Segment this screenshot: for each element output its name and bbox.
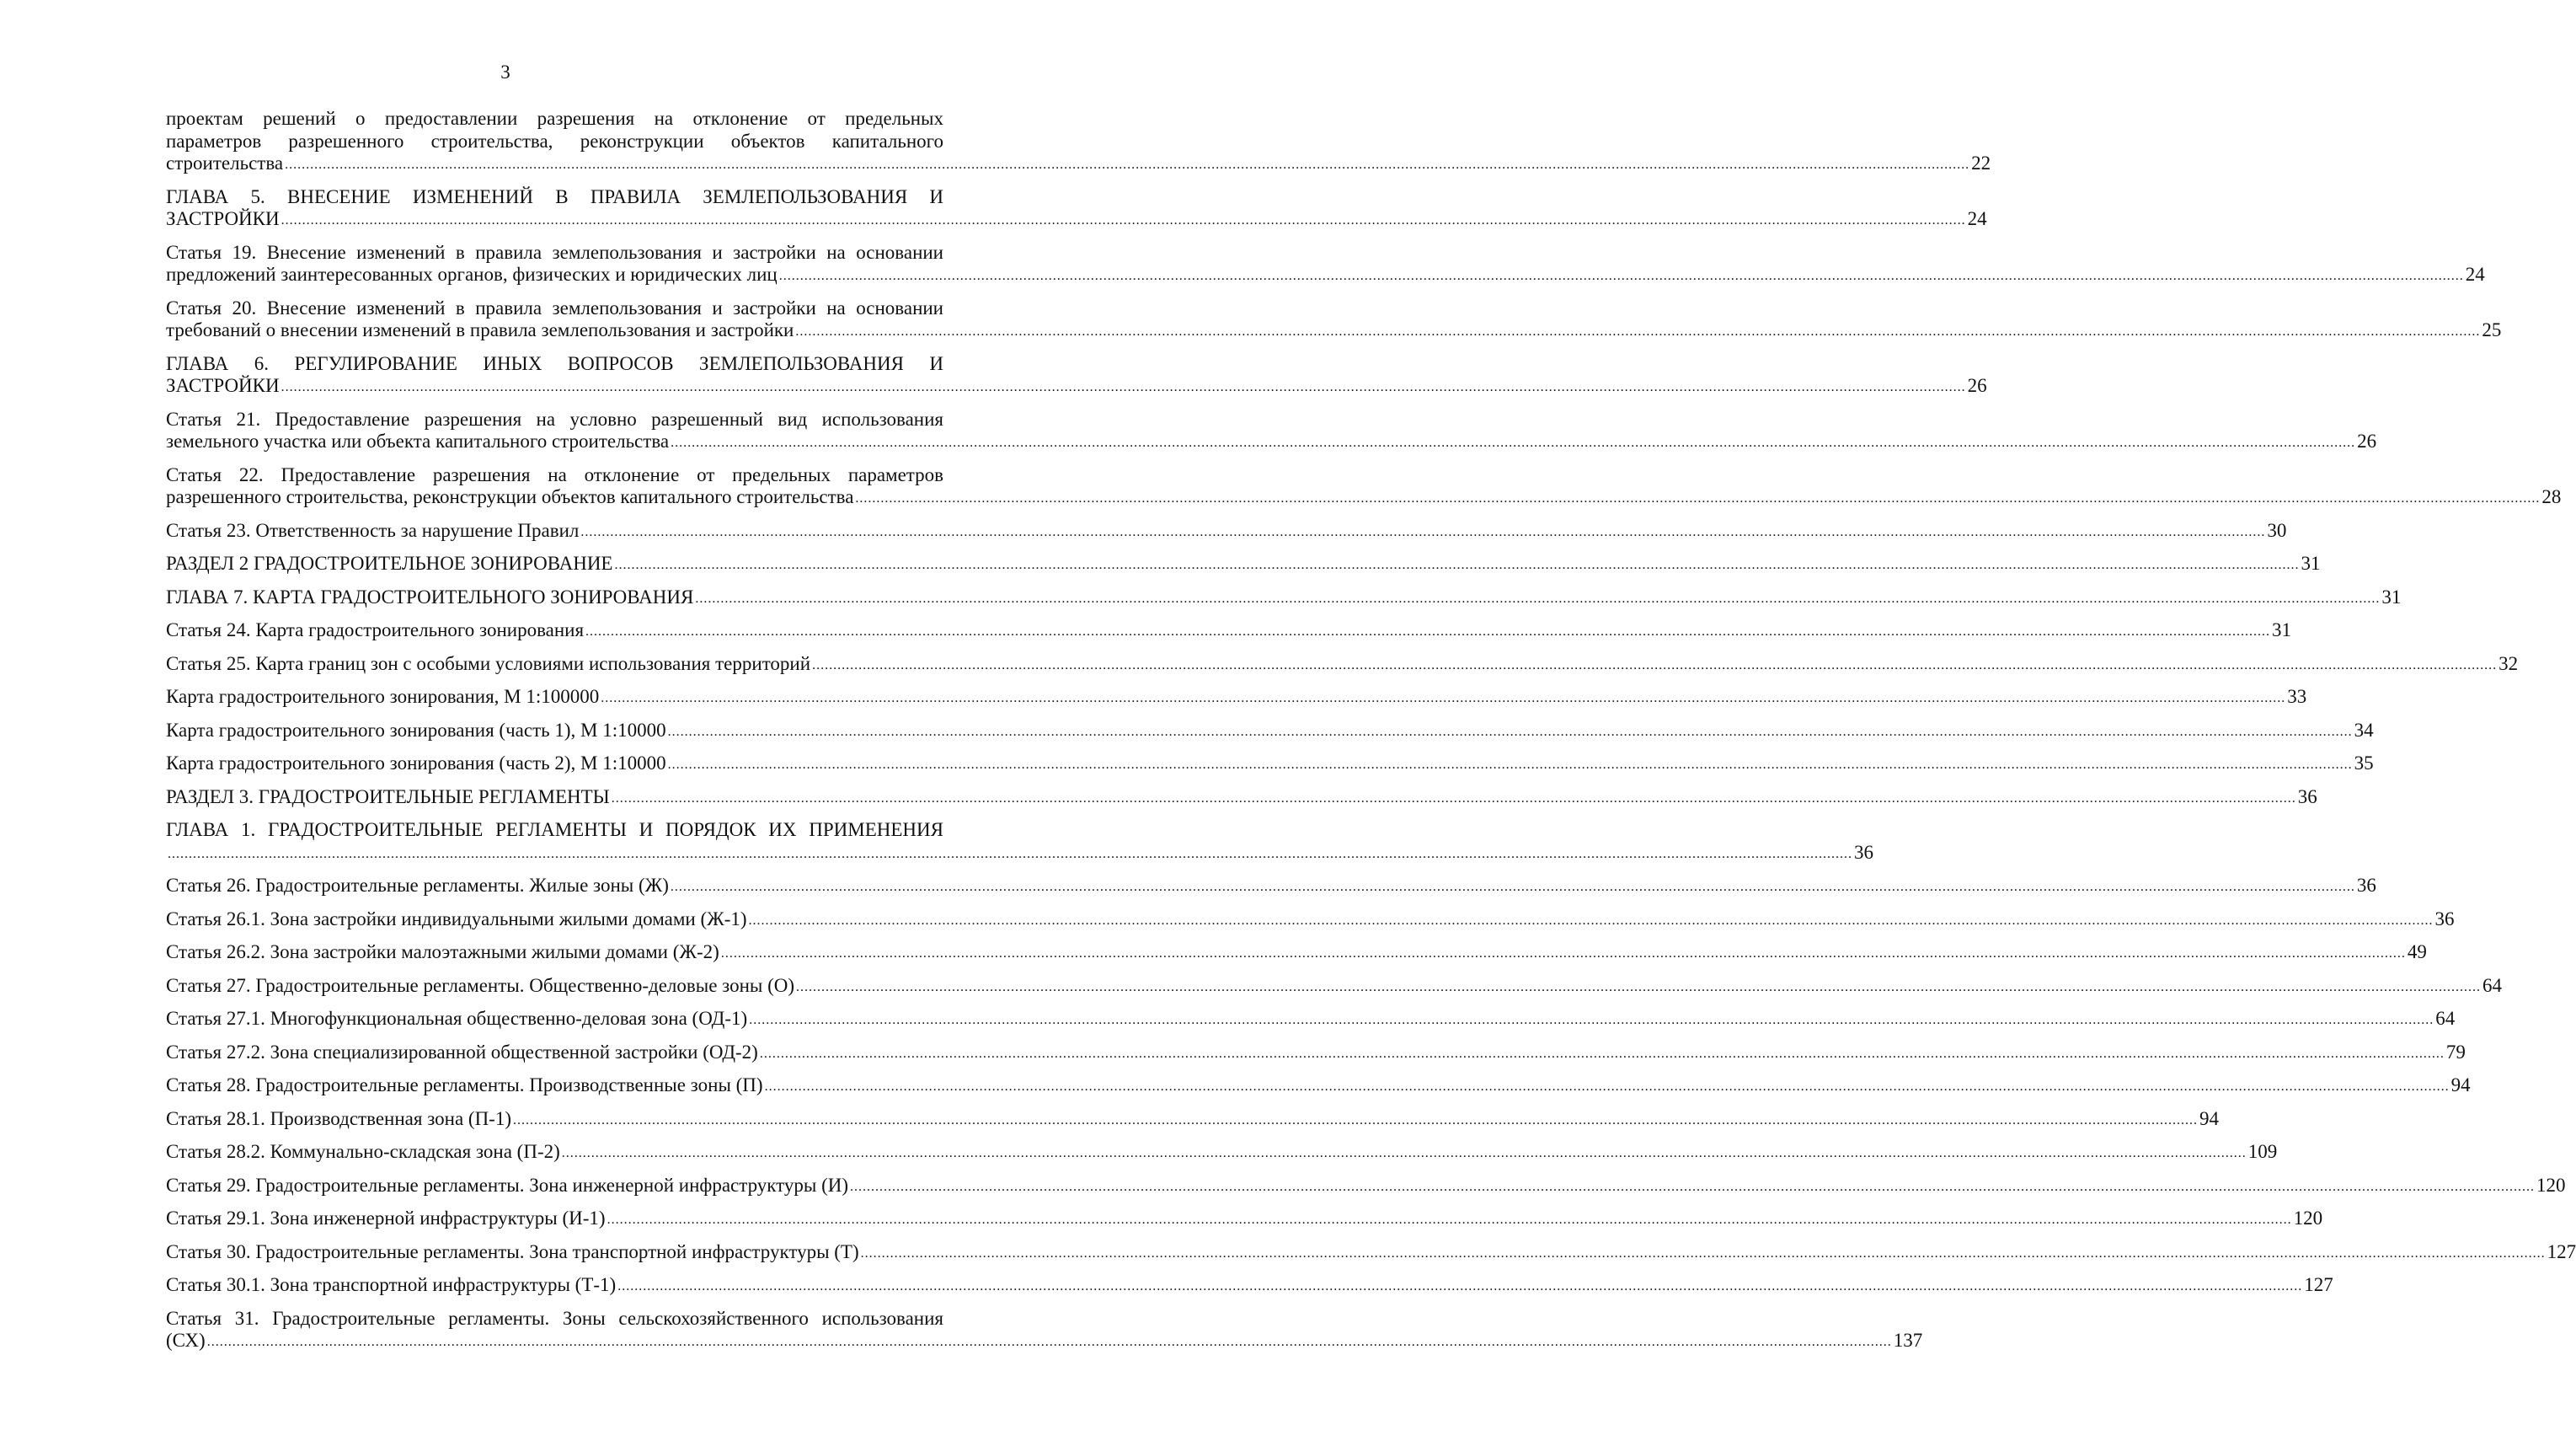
dot-leader: ................................................................................................................................................................................................................................................................................................................................................................................................................ — [285, 158, 1970, 172]
toc-entry[interactable] — [166, 686, 2307, 711]
toc-entry[interactable] — [166, 1008, 2456, 1033]
toc-entry[interactable] — [166, 1107, 2220, 1133]
toc-entry-last-line — [166, 1208, 2323, 1233]
toc-entry-title-line: параметров разрешенного строительства, реконструкции объектов капитального — [166, 130, 943, 152]
toc-entry-title: Статья 30. Градостроительные регламенты. Зона транспортной инфраструктуры (Т) — [166, 1240, 859, 1262]
dot-leader: ................................................................................................................................................................................................................................................................................................................................................................................................................ — [585, 624, 2271, 639]
toc-entry-last-line — [166, 908, 2455, 934]
toc-entry-title: Статья 27.1. Многофункциональная общественно-деловая зона (ОД-1) — [166, 1008, 748, 1029]
dot-leader: ................................................................................................................................................................................................................................................................................................................................................................................................................ — [580, 524, 2266, 539]
dot-leader: ................................................................................................................................................................................................................................................................................................................................................................................................................ — [795, 324, 2481, 339]
dot-leader: ................................................................................................................................................................................................................................................................................................................................................................................................................ — [168, 846, 1852, 861]
toc-entry[interactable] — [166, 408, 2377, 456]
toc-entry-page-number: 26 — [2357, 431, 2377, 452]
toc-entry[interactable] — [166, 908, 2455, 934]
toc-entry[interactable] — [166, 519, 2287, 545]
toc-entry-page-number: 24 — [2465, 264, 2485, 285]
toc-entry-last-line — [166, 319, 2502, 345]
toc-entry-page-number: 24 — [1967, 208, 1987, 229]
toc-entry-page-number: 120 — [2293, 1208, 2323, 1229]
toc-entry-last-line — [166, 375, 1987, 400]
toc-entry[interactable] — [166, 108, 1991, 178]
toc-entry-page-number: 31 — [2381, 586, 2402, 608]
dot-leader: ................................................................................................................................................................................................................................................................................................................................................................................................................ — [812, 657, 2498, 672]
toc-entry-title: Статья 26. Градостроительные регламенты. Жилые зоны (Ж) — [166, 875, 669, 896]
dot-leader: ................................................................................................................................................................................................................................................................................................................................................................................................................ — [748, 913, 2434, 928]
toc-entry-title-line: Статья 19. Внесение изменений в правила землепользования и застройки на основании — [166, 241, 943, 263]
toc-entry-page-number: 36 — [1854, 841, 1873, 863]
toc-entry[interactable] — [166, 1274, 2333, 1299]
toc-entry-page-number: 36 — [2356, 875, 2376, 896]
toc-entry-page-number: 79 — [2445, 1041, 2466, 1063]
toc-entry[interactable] — [166, 1208, 2323, 1233]
toc-entry-page-number: 49 — [2407, 941, 2427, 962]
toc-entry-page-number: 26 — [1967, 375, 1987, 396]
toc-entry-last-line — [166, 1240, 2576, 1267]
toc-entry-last-line — [166, 1141, 2278, 1166]
toc-entry-last-line — [166, 619, 2292, 645]
dot-leader: ................................................................................................................................................................................................................................................................................................................................................................................................................ — [667, 758, 2353, 772]
dot-leader: ................................................................................................................................................................................................................................................................................................................................................................................................................ — [206, 1335, 1892, 1349]
toc-entry-page-number: 109 — [2247, 1141, 2278, 1162]
toc-entry-last-line — [166, 486, 2562, 511]
dot-leader: ................................................................................................................................................................................................................................................................................................................................................................................................................ — [855, 491, 2541, 506]
toc-entry-last-line — [166, 1174, 2566, 1200]
toc-entry-title-line: Статья 22. Предоставление разрешения на отклонение от предельных параметров — [166, 463, 943, 485]
dot-leader: ................................................................................................................................................................................................................................................................................................................................................................................................................ — [614, 558, 2300, 572]
toc-entry-title: Карта градостроительного зонирования (часть 2), М 1:10000 — [166, 752, 666, 774]
toc-entry-page-number: 36 — [2297, 785, 2317, 807]
toc-entry[interactable] — [166, 553, 2321, 578]
toc-entry[interactable] — [166, 875, 2376, 900]
toc-entry-last-line — [166, 431, 2377, 456]
toc-entry-title: Статья 27.2. Зона специализированной общественной застройки (ОД-2) — [166, 1041, 758, 1063]
toc-entry-title: Статья 28.1. Производственная зона (П-1) — [166, 1107, 512, 1129]
toc-entry-title: Статья 23. Ответственность за нарушение Правил — [166, 519, 580, 541]
toc-entry[interactable] — [166, 297, 2502, 345]
dot-leader: ................................................................................................................................................................................................................................................................................................................................................................................................................ — [796, 979, 2482, 994]
dot-leader: ................................................................................................................................................................................................................................................................................................................................................................................................................ — [860, 1245, 2546, 1261]
toc-entry[interactable] — [166, 1174, 2566, 1200]
toc-entry-title: предложений заинтересованных органов, физических и юридических лиц — [166, 264, 778, 285]
toc-entry-title: ЗАСТРОЙКИ — [166, 375, 280, 396]
dot-leader: ................................................................................................................................................................................................................................................................................................................................................................................................................ — [561, 1146, 2247, 1160]
toc-entry-last-line — [166, 264, 2485, 289]
toc-entry[interactable] — [166, 352, 1987, 400]
toc-entry-title: РАЗДЕЛ 3. ГРАДОСТРОИТЕЛЬНЫЕ РЕГЛАМЕНТЫ — [166, 785, 610, 807]
toc-entry-title: требований о внесении изменений в правила землепользования и застройки — [166, 319, 794, 340]
toc-entry-title: Статья 29. Градостроительные регламенты. Зона инженерной инфраструктуры (И) — [166, 1174, 849, 1196]
toc-entry[interactable] — [166, 719, 2374, 745]
toc-entry[interactable] — [166, 1307, 1923, 1355]
table-of-contents — [166, 108, 2576, 1363]
toc-entry[interactable] — [166, 1041, 2466, 1067]
toc-entry-page-number: 31 — [2272, 619, 2292, 640]
toc-entry-last-line — [166, 719, 2374, 745]
toc-entry[interactable] — [166, 819, 1873, 866]
toc-entry-title: Статья 27. Градостроительные регламенты. Общественно-деловые зоны (О) — [166, 974, 795, 996]
toc-entry-page-number: 35 — [2354, 752, 2374, 774]
toc-entry-page-number: 94 — [2199, 1107, 2220, 1129]
toc-entry-page-number: 25 — [2482, 319, 2502, 340]
dot-leader: ................................................................................................................................................................................................................................................................................................................................................................................................................ — [670, 880, 2355, 894]
toc-entry-last-line — [166, 1107, 2220, 1133]
toc-entry[interactable] — [166, 241, 2485, 289]
dot-leader: ................................................................................................................................................................................................................................................................................................................................................................................................................ — [778, 269, 2464, 283]
dot-leader: ................................................................................................................................................................................................................................................................................................................................................................................................................ — [281, 213, 1966, 228]
toc-entry-title: земельного участка или объекта капитального строительства — [166, 431, 670, 452]
toc-entry[interactable] — [166, 619, 2292, 645]
toc-entry-last-line — [166, 519, 2287, 545]
toc-entry[interactable] — [166, 785, 2317, 811]
toc-entry-page-number: 34 — [2354, 719, 2374, 741]
toc-entry-last-line — [166, 1041, 2466, 1067]
toc-entry-last-line — [166, 785, 2317, 811]
toc-entry-last-line — [166, 941, 2427, 967]
toc-entry-last-line — [166, 208, 1987, 233]
toc-entry[interactable] — [166, 1240, 2576, 1267]
dot-leader: ................................................................................................................................................................................................................................................................................................................................................................................................................ — [759, 1046, 2445, 1061]
toc-entry-page-number: 64 — [2482, 974, 2503, 996]
dot-leader: ................................................................................................................................................................................................................................................................................................................................................................................................................ — [611, 790, 2296, 806]
toc-entry-page-number: 137 — [1893, 1330, 1923, 1351]
toc-entry[interactable] — [166, 974, 2503, 1000]
toc-entry-last-line — [166, 553, 2321, 578]
dot-leader: ................................................................................................................................................................................................................................................................................................................................................................................................................ — [617, 1279, 2303, 1293]
dot-leader: ................................................................................................................................................................................................................................................................................................................................................................................................................ — [513, 1112, 2199, 1127]
toc-entry-last-line — [166, 1274, 2333, 1299]
dot-leader: ................................................................................................................................................................................................................................................................................................................................................................................................................ — [607, 1213, 2292, 1227]
toc-entry-page-number: 32 — [2499, 652, 2519, 674]
dot-leader: ................................................................................................................................................................................................................................................................................................................................................................................................................ — [281, 380, 1966, 394]
toc-entry-last-line — [166, 1074, 2471, 1100]
toc-entry-last-line — [166, 974, 2503, 1000]
dot-leader: ................................................................................................................................................................................................................................................................................................................................................................................................................ — [667, 724, 2353, 739]
toc-entry-title: РАЗДЕЛ 2 ГРАДОСТРОИТЕЛЬНОЕ ЗОНИРОВАНИЕ — [166, 553, 613, 574]
toc-entry-page-number: 36 — [2434, 908, 2455, 929]
toc-entry-page-number: 94 — [2450, 1074, 2471, 1095]
toc-entry-title: Статья 28.2. Коммунально-складская зона (П-2) — [166, 1141, 560, 1162]
toc-entry-page-number: 30 — [2267, 519, 2287, 541]
toc-entry-page-number: 127 — [2304, 1274, 2333, 1295]
toc-entry[interactable] — [166, 185, 1987, 233]
toc-entry-title: (СХ) — [166, 1330, 206, 1351]
toc-entry-title: Статья 24. Карта градостроительного зонирования — [166, 619, 585, 640]
toc-entry-title-line: Статья 21. Предоставление разрешения на условно разрешенный вид использования — [166, 408, 943, 430]
dot-leader: ................................................................................................................................................................................................................................................................................................................................................................................................................ — [695, 591, 2381, 606]
toc-entry-title: Карта градостроительного зонирования, М 1:100000 — [166, 686, 600, 707]
toc-entry-last-line — [166, 586, 2402, 612]
toc-entry-page-number: 127 — [2547, 1240, 2576, 1262]
toc-entry-page-number: 64 — [2435, 1008, 2456, 1029]
dot-leader: ................................................................................................................................................................................................................................................................................................................................................................................................................ — [601, 691, 2286, 705]
toc-entry-title: Статья 30.1. Зона транспортной инфраструктуры (Т-1) — [166, 1274, 617, 1295]
toc-entry-title-line: ГЛАВА 5. ВНЕСЕНИЕ ИЗМЕНЕНИЙ В ПРАВИЛА ЗЕМЛЕПОЛЬЗОВАНИЯ И — [166, 185, 943, 207]
toc-entry-page-number: 120 — [2536, 1174, 2566, 1196]
toc-entry[interactable] — [166, 586, 2402, 612]
dot-leader: ................................................................................................................................................................................................................................................................................................................................................................................................................ — [850, 1179, 2536, 1194]
toc-entry-last-line — [166, 841, 1873, 867]
toc-entry-title-line: ГЛАВА 6. РЕГУЛИРОВАНИЕ ИНЫХ ВОПРОСОВ ЗЕМЛЕПОЛЬЗОВАНИЯ И — [166, 352, 943, 374]
dot-leader: ................................................................................................................................................................................................................................................................................................................................................................................................................ — [764, 1079, 2450, 1094]
toc-entry-last-line — [166, 1330, 1923, 1355]
toc-entry-title: Статья 29.1. Зона инженерной инфраструктуры (И-1) — [166, 1208, 606, 1229]
dot-leader: ................................................................................................................................................................................................................................................................................................................................................................................................................ — [671, 436, 2356, 450]
toc-entry[interactable] — [166, 652, 2519, 678]
toc-entry-title: Карта градостроительного зонирования (часть 1), М 1:10000 — [166, 719, 666, 741]
toc-entry-title-line: Статья 20. Внесение изменений в правила землепользования и застройки на основании — [166, 297, 943, 319]
toc-entry[interactable] — [166, 941, 2427, 967]
toc-entry-last-line — [166, 652, 2519, 678]
toc-entry-last-line — [166, 752, 2374, 778]
toc-entry-title: Статья 26.2. Зона застройки малоэтажными жилыми домами (Ж-2) — [166, 941, 719, 962]
toc-entry[interactable] — [166, 1141, 2278, 1166]
toc-entry-title: строительства — [166, 153, 284, 174]
toc-entry-title: ЗАСТРОЙКИ — [166, 208, 280, 229]
toc-entry[interactable] — [166, 1074, 2471, 1100]
page-number: 3 — [500, 62, 510, 83]
toc-entry-page-number: 31 — [2301, 553, 2321, 574]
toc-entry-title: разрешенного строительства, реконструкции объектов капитального строительства — [166, 486, 854, 507]
toc-entry-title-line: проектам решений о предоставлении разрешения на отклонение от предельных — [166, 108, 943, 129]
toc-entry-last-line — [166, 1008, 2456, 1033]
toc-entry[interactable] — [166, 752, 2374, 778]
toc-entry-title: Статья 28. Градостроительные регламенты. Производственные зоны (П) — [166, 1074, 763, 1095]
toc-entry-last-line — [166, 686, 2307, 711]
toc-entry-last-line — [166, 875, 2376, 900]
toc-entry-title-line: ГЛАВА 1. ГРАДОСТРОИТЕЛЬНЫЕ РЕГЛАМЕНТЫ И ПОРЯДОК ИХ ПРИМЕНЕНИЯ — [166, 819, 943, 840]
toc-entry[interactable] — [166, 463, 2562, 511]
toc-entry-page-number: 22 — [1971, 153, 1991, 174]
dot-leader: ................................................................................................................................................................................................................................................................................................................................................................................................................ — [720, 946, 2406, 961]
toc-entry-title: Статья 25. Карта границ зон с особыми условиями использования территорий — [166, 652, 811, 674]
dot-leader: ................................................................................................................................................................................................................................................................................................................................................................................................................ — [749, 1013, 2434, 1027]
toc-entry-title: ГЛАВА 7. КАРТА ГРАДОСТРОИТЕЛЬНОГО ЗОНИРОВАНИЯ — [166, 586, 694, 608]
toc-entry-last-line — [166, 153, 1991, 178]
toc-entry-page-number: 28 — [2541, 486, 2562, 507]
toc-entry-page-number: 33 — [2287, 686, 2307, 707]
toc-entry-title: Статья 26.1. Зона застройки индивидуальными жилыми домами (Ж-1) — [166, 908, 747, 929]
toc-entry-title-line: Статья 31. Градостроительные регламенты. Зоны сельскохозяйственного использования — [166, 1307, 943, 1329]
